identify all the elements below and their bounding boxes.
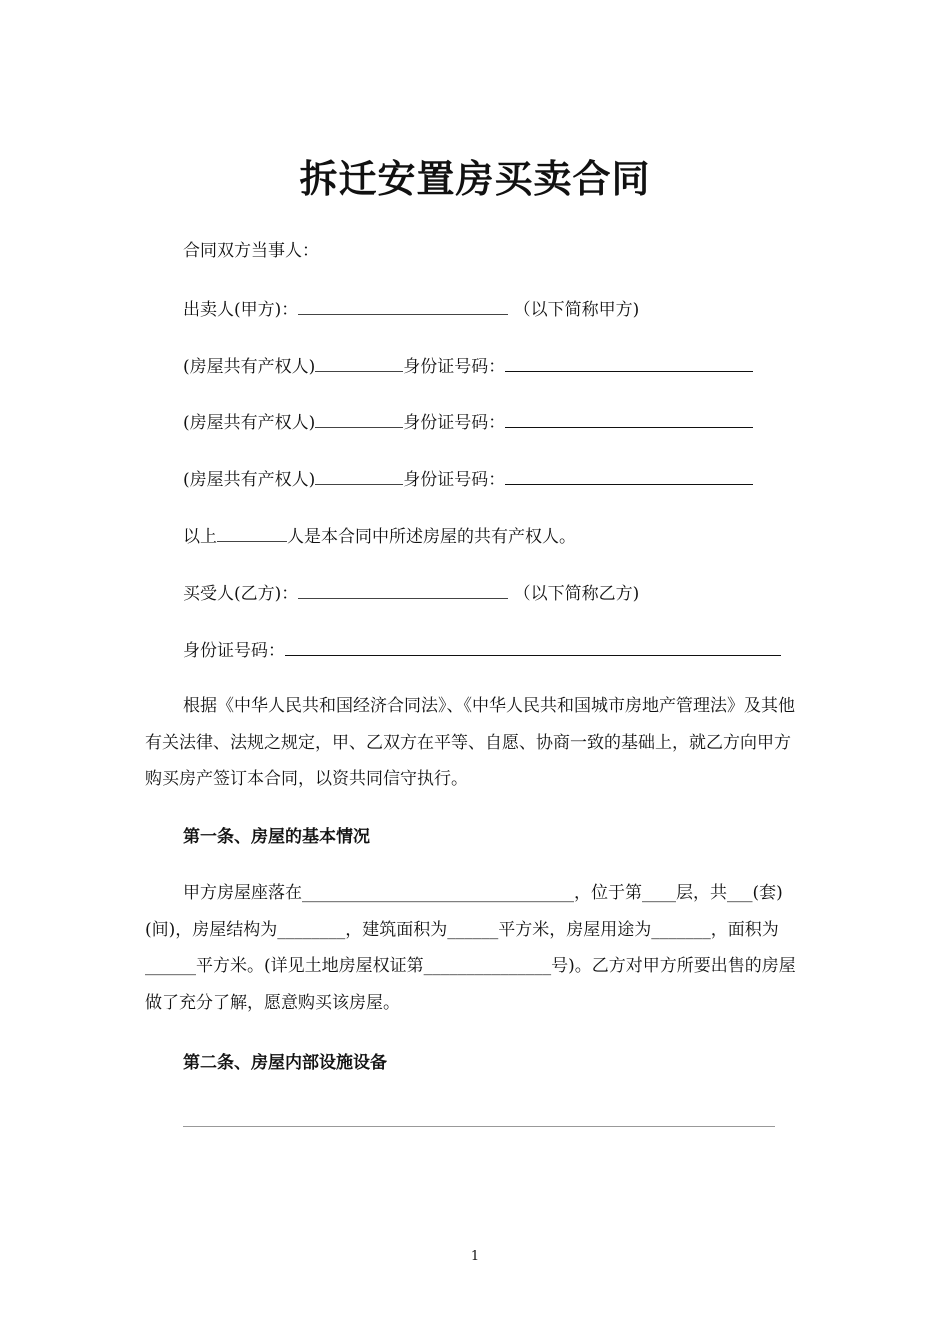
buyer-name-blank [298, 580, 508, 599]
seller-label: 出卖人(甲方)： [183, 300, 299, 320]
coowners-suffix: 人是本合同中所述房屋的共有产权人。 [287, 527, 576, 547]
coowner-label: (房屋共有产权人) [183, 357, 316, 377]
id-number-blank [505, 466, 753, 485]
coowner-name-blank [315, 353, 403, 372]
coowner-line-1 [183, 353, 753, 379]
intro-paragraph [145, 688, 807, 798]
seller-line [183, 296, 639, 322]
section2-heading: 第二条、房屋内部设施设备 [183, 1053, 387, 1073]
coowners-count-blank [217, 523, 287, 542]
buyer-id-label: 身份证号码： [183, 641, 285, 661]
document-title: 拆迁安置房买卖合同 [299, 157, 651, 201]
buyer-label: 买受人(乙方)： [183, 584, 299, 604]
id-label: 身份证号码： [403, 357, 506, 377]
section1-heading: 第一条、房屋的基本情况 [183, 827, 370, 847]
id-number-blank [505, 353, 753, 372]
seller-name-blank [298, 296, 508, 315]
buyer-id-line [183, 637, 781, 663]
coowners-prefix: 以上 [183, 527, 217, 547]
coowner-line-2 [183, 409, 753, 435]
fill-in-line [183, 1126, 775, 1127]
coowners-count-line [183, 523, 576, 549]
coowner-name-blank [315, 466, 403, 485]
id-label: 身份证号码： [403, 413, 506, 433]
buyer-suffix: （以下简称乙方) [513, 584, 640, 604]
id-label: 身份证号码： [403, 470, 506, 490]
page-number: 1 [470, 1249, 480, 1264]
coowner-label: (房屋共有产权人) [183, 470, 316, 490]
section1-paragraph [145, 875, 807, 1021]
buyer-id-blank [285, 637, 781, 656]
parties-intro: 合同双方当事人： [183, 241, 319, 261]
coowner-name-blank [315, 409, 403, 428]
buyer-line [183, 580, 639, 606]
section1-paragraph-text: 甲方房屋座落在________________________________，位于第____层，共___(套)(间)，房屋结构为________，建筑面积为______平方米，房屋用途为_______，面积为______平方米。(详见土地房屋权证第_______________号)。乙方对甲方所要出售的房屋做了充分了解，愿意购买该房屋。 [145, 883, 796, 1013]
id-number-blank [505, 409, 753, 428]
coowner-line-3 [183, 466, 753, 492]
intro-paragraph-text: 根据《中华人民共和国经济合同法》、《中华人民共和国城市房地产管理法》及其他有关法律、法规之规定，甲、乙双方在平等、自愿、协商一致的基础上，就乙方向甲方购买房产签订本合同，以资共同信守执行。 [145, 696, 795, 789]
seller-suffix: （以下简称甲方) [513, 300, 640, 320]
coowner-label: (房屋共有产权人) [183, 413, 316, 433]
